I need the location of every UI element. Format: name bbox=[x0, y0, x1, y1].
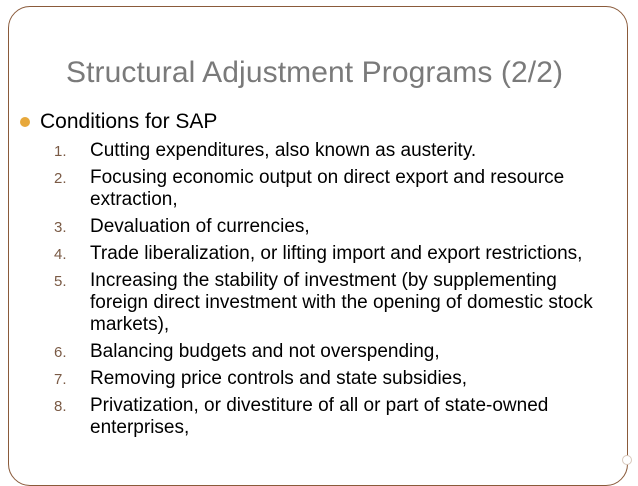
list-item-number: 2. bbox=[54, 170, 67, 187]
list-item-number: 4. bbox=[54, 246, 67, 263]
list-item-number: 5. bbox=[54, 273, 67, 290]
list-item bbox=[54, 368, 624, 390]
list-item-text: Trade liberalization, or lifting import and export restrictions, bbox=[90, 243, 583, 264]
list-item-text: Privatization, or divestiture of all or part of state-owned enterprises, bbox=[90, 395, 549, 438]
list-item-text: Focusing economic output on direct export and resource extraction, bbox=[90, 167, 565, 210]
list-item bbox=[54, 395, 624, 439]
list-item-number: 1. bbox=[54, 143, 67, 160]
list-item bbox=[54, 243, 624, 265]
list-item-number: 8. bbox=[54, 398, 67, 415]
list-item-number: 7. bbox=[54, 371, 67, 388]
list-item bbox=[54, 270, 624, 336]
list-item-text: Increasing the stability of investment (by supplementing foreign direct investment with the opening of domestic stock markets), bbox=[90, 270, 593, 335]
list-item bbox=[54, 341, 624, 363]
bullet-heading bbox=[20, 110, 217, 134]
list-item-text: Balancing budgets and not overspending, bbox=[90, 341, 440, 362]
list-item-number: 3. bbox=[54, 219, 67, 236]
list-item-text: Devaluation of currencies, bbox=[90, 216, 310, 237]
list-item-text: Removing price controls and state subsidies, bbox=[90, 368, 468, 389]
list-item bbox=[54, 140, 624, 162]
slide-title: Structural Adjustment Programs (2/2) bbox=[66, 56, 564, 89]
bullet-dot-icon bbox=[20, 117, 30, 127]
conditions-list bbox=[54, 140, 624, 444]
page-indicator-icon bbox=[622, 455, 632, 465]
list-item bbox=[54, 216, 624, 238]
list-item-number: 6. bbox=[54, 344, 67, 361]
list-item bbox=[54, 167, 624, 211]
list-item-text: Cutting expenditures, also known as austerity. bbox=[90, 140, 477, 161]
bullet-heading-text: Conditions for SAP bbox=[40, 110, 218, 133]
